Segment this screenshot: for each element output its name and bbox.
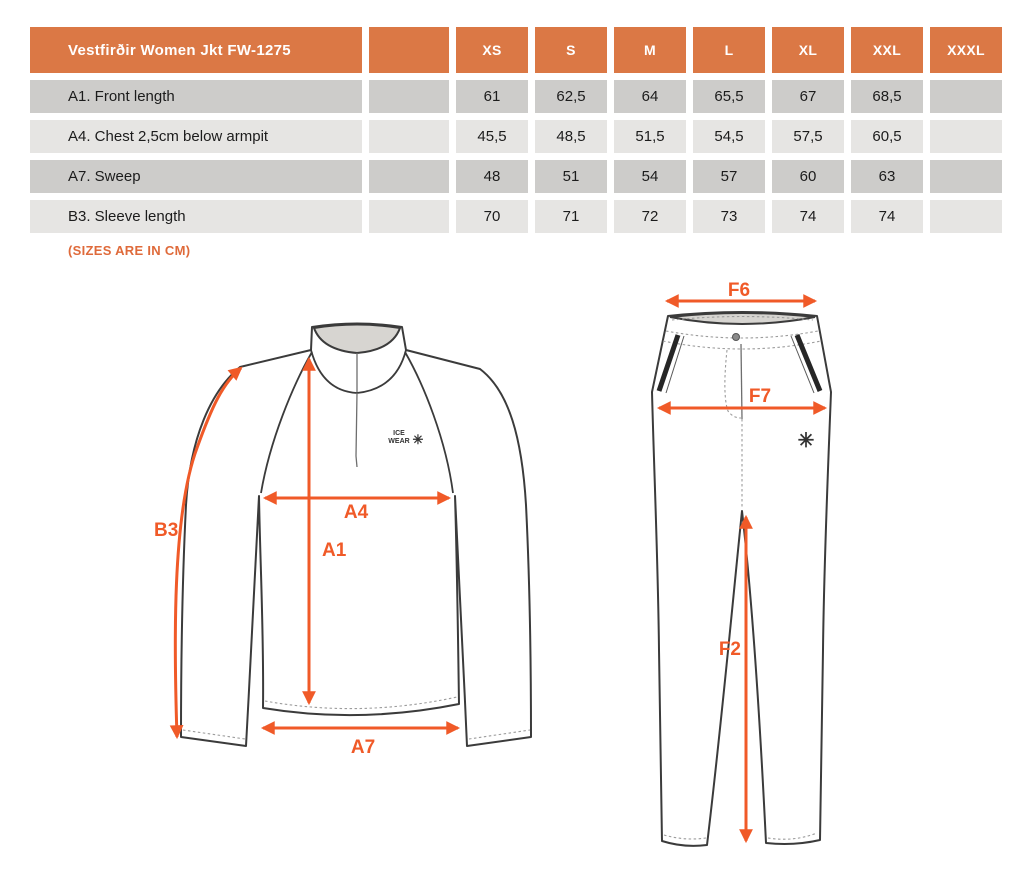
value-cell bbox=[930, 200, 1002, 233]
measure-label-a4: A4 bbox=[343, 502, 369, 523]
value-cell: 62,5 bbox=[535, 80, 607, 113]
logo-text-line1: ICE bbox=[393, 430, 405, 437]
size-header-xl: XL bbox=[772, 27, 844, 73]
measure-label-a1: A1 bbox=[322, 540, 347, 561]
value-cell: 61 bbox=[456, 80, 528, 113]
measure-label-b3: B3 bbox=[154, 520, 179, 541]
value-cell: 68,5 bbox=[851, 80, 923, 113]
value-cell bbox=[930, 80, 1002, 113]
row-spacer-cell bbox=[369, 120, 449, 153]
value-cell: 64 bbox=[614, 80, 686, 113]
measure-label-f2: F2 bbox=[718, 639, 741, 660]
value-cell: 57 bbox=[693, 160, 765, 193]
jacket-sketch bbox=[154, 324, 531, 759]
value-cell: 57,5 bbox=[772, 120, 844, 153]
sizes-in-cm-note: (SIZES ARE IN CM) bbox=[68, 243, 191, 258]
jacket-outline bbox=[181, 324, 531, 747]
value-cell: 60,5 bbox=[851, 120, 923, 153]
measure-label-f7: F7 bbox=[748, 386, 772, 407]
value-cell: 51 bbox=[535, 160, 607, 193]
header-spacer-cell bbox=[369, 27, 449, 73]
value-cell: 54 bbox=[614, 160, 686, 193]
size-header-s: S bbox=[535, 27, 607, 73]
row-label: B3. Sleeve length bbox=[30, 200, 362, 233]
row-spacer-cell bbox=[369, 200, 449, 233]
measure-label-f6: F6 bbox=[727, 280, 751, 301]
value-cell: 60 bbox=[772, 160, 844, 193]
value-cell: 71 bbox=[535, 200, 607, 233]
row-spacer-cell bbox=[369, 80, 449, 113]
row-label: A4. Chest 2,5cm below armpit bbox=[30, 120, 362, 153]
size-header-xxl: XXL bbox=[851, 27, 923, 73]
value-cell: 65,5 bbox=[693, 80, 765, 113]
value-cell bbox=[930, 160, 1002, 193]
size-header-xxxl: XXXL bbox=[930, 27, 1002, 73]
row-label: A1. Front length bbox=[30, 80, 362, 113]
size-header-m: M bbox=[614, 27, 686, 73]
table-title: Vestfirðir Women Jkt FW-1275 bbox=[30, 27, 362, 73]
value-cell: 54,5 bbox=[693, 120, 765, 153]
waist-button bbox=[733, 334, 740, 341]
value-cell: 48 bbox=[456, 160, 528, 193]
measurement-diagrams bbox=[0, 280, 1034, 890]
value-cell: 73 bbox=[693, 200, 765, 233]
value-cell: 51,5 bbox=[614, 120, 686, 153]
value-cell: 45,5 bbox=[456, 120, 528, 153]
size-header-xs: XS bbox=[456, 27, 528, 73]
measure-label-a7: A7 bbox=[350, 737, 376, 758]
snowflake-icon: ✳ bbox=[797, 430, 815, 452]
value-cell: 74 bbox=[772, 200, 844, 233]
snowflake-icon: ✳ bbox=[412, 432, 424, 447]
value-cell: 74 bbox=[851, 200, 923, 233]
logo-text-line2: WEAR bbox=[388, 438, 410, 445]
row-spacer-cell bbox=[369, 160, 449, 193]
size-header-l: L bbox=[693, 27, 765, 73]
value-cell: 63 bbox=[851, 160, 923, 193]
value-cell: 72 bbox=[614, 200, 686, 233]
value-cell bbox=[930, 120, 1002, 153]
pants-sketch bbox=[652, 280, 831, 846]
value-cell: 48,5 bbox=[535, 120, 607, 153]
row-label: A7. Sweep bbox=[30, 160, 362, 193]
value-cell: 67 bbox=[772, 80, 844, 113]
value-cell: 70 bbox=[456, 200, 528, 233]
size-table bbox=[30, 27, 1002, 233]
